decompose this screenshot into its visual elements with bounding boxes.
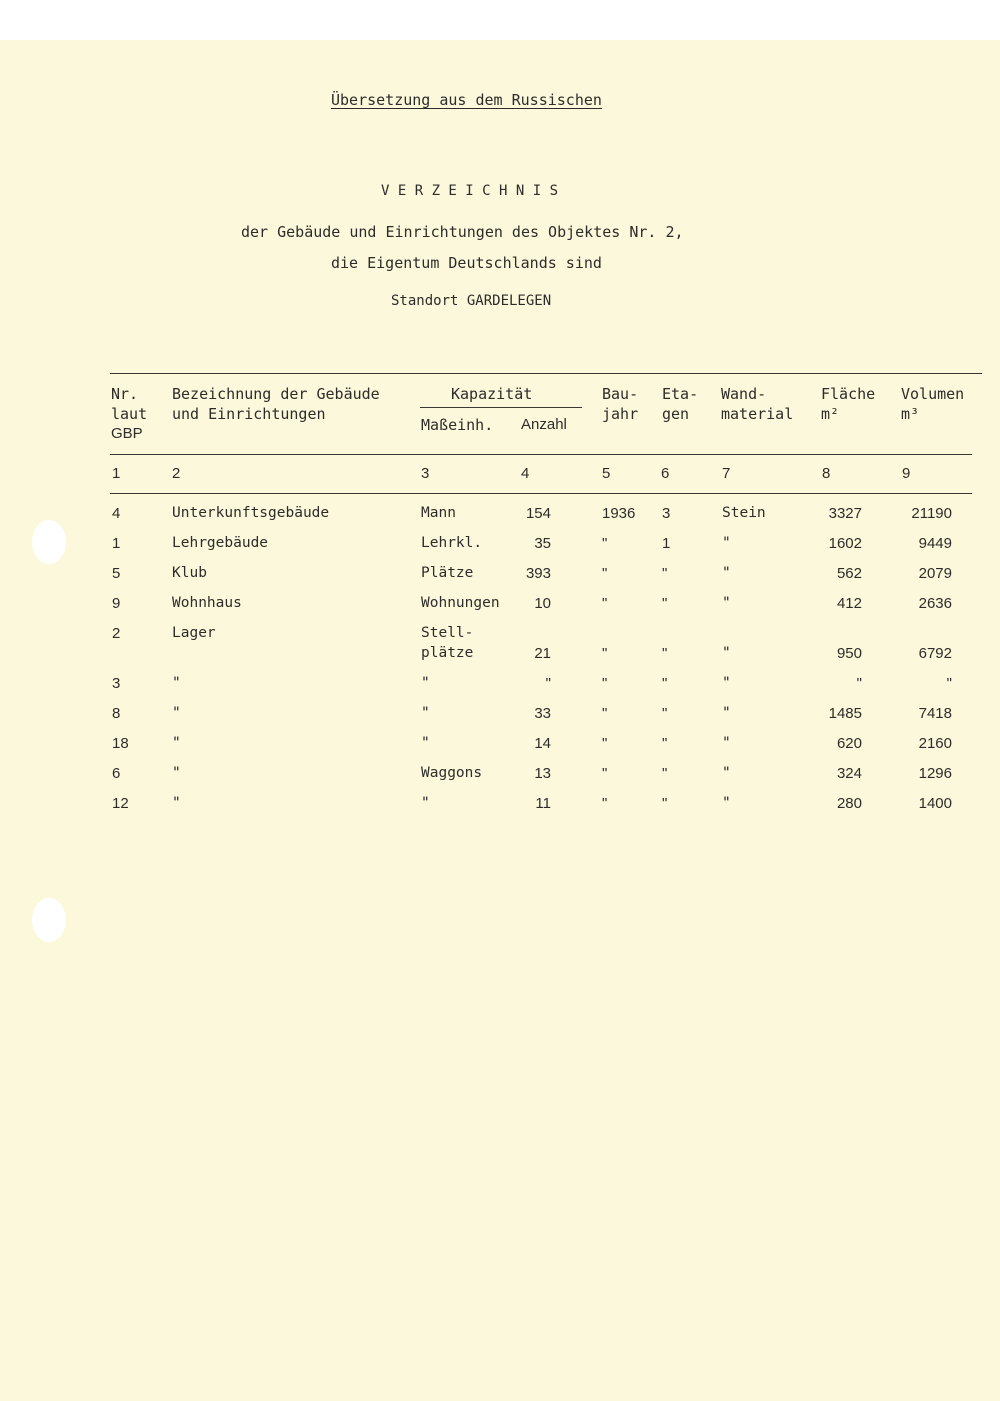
cell-unit: " [421,675,430,691]
cell-wall: " [722,705,731,721]
cell-name: Lehrgebäude [172,535,269,551]
cell-nr: 2 [112,625,121,642]
header-wall-2: material [721,405,794,423]
header-nr-3: GBP [111,425,143,442]
translation-note: Übersetzung aus dem Russischen [331,91,602,109]
cell-area: 1485 [828,705,862,722]
cell-wall: " [722,765,731,781]
cell-area: 1602 [828,535,862,552]
cell-floors: 1 [662,535,671,552]
header-year-1: Bau- [602,385,639,403]
cell-floors: " [662,735,668,752]
header-name-2: und Einrichtungen [172,405,326,423]
cell-nr: 18 [112,735,129,752]
cell-area: 412 [836,595,862,612]
header-volume-1: Volumen [901,385,965,403]
cell-year: " [602,735,608,752]
document-title: V E R Z E I C H N I S [381,183,559,199]
cell-year: " [602,795,608,812]
header-count: Anzahl [521,416,567,433]
cell-wall: Stein [722,505,766,521]
cell-count: " [545,675,551,692]
column-number-1: 1 [112,465,121,482]
cell-nr: 9 [112,595,121,612]
cell-unit: " [421,735,430,751]
cell-nr: 1 [112,535,121,552]
header-capacity: Kapazität [451,385,533,403]
cell-year: " [602,565,608,582]
cell-wall: " [722,675,731,691]
cell-count: 14 [534,735,551,752]
cell-volume: 2160 [918,735,952,752]
header-nr-1: Nr. [111,385,139,403]
cell-year: " [602,705,608,722]
cell-unit: Wohnungen [421,595,500,611]
cell-count: 10 [534,595,551,612]
cell-year: " [602,535,608,552]
cell-unit: " [421,795,430,811]
cell-floors: " [662,565,668,582]
cell-area: 950 [836,645,862,662]
cell-count: 13 [534,765,551,782]
cell-area: " [856,675,862,692]
cell-name: " [172,765,181,781]
header-bottom-rule [110,454,972,455]
table-top-rule [110,373,982,374]
cell-nr: 8 [112,705,121,722]
cell-unit: Mann [421,505,456,521]
capacity-rule [420,407,582,408]
cell-wall: " [722,595,731,611]
cell-area: 620 [836,735,862,752]
cell-wall: " [722,645,731,661]
cell-nr: 4 [112,505,121,522]
cell-wall: " [722,565,731,581]
header-area-2: m² [821,405,840,423]
cell-year: " [602,595,608,612]
cell-name: Unterkunftsgebäude [172,505,330,521]
cell-name: " [172,675,181,691]
cell-year: " [602,675,608,692]
cell-volume: 9449 [918,535,952,552]
header-nr-2: laut [111,405,148,423]
cell-unit: Waggons [421,765,483,781]
punch-hole-top [32,520,66,564]
punch-hole-bottom [32,898,66,942]
cell-area: 3327 [828,505,862,522]
column-number-7: 7 [722,465,731,482]
cell-floors: " [662,645,668,662]
cell-name: Lager [172,625,216,641]
cell-name: Klub [172,565,207,581]
cell-count: 21 [534,645,551,662]
header-floors-1: Eta- [662,385,699,403]
column-number-3: 3 [421,465,430,482]
column-number-6: 6 [661,465,670,482]
header-year-2: jahr [602,405,639,423]
cell-volume: " [946,675,952,692]
cell-floors: " [662,675,668,692]
header-floors-2: gen [662,405,690,423]
cell-wall: " [722,795,731,811]
cell-count: 35 [534,535,551,552]
column-number-5: 5 [602,465,611,482]
cell-area: 324 [836,765,862,782]
header-name-1: Bezeichnung der Gebäude [172,385,380,403]
subtitle-line-1: der Gebäude und Einrichtungen des Objektes Nr. 2, [241,223,684,241]
cell-count: 393 [525,565,551,582]
cell-unit: " [421,705,430,721]
cell-floors: 3 [662,505,671,522]
cell-area: 280 [836,795,862,812]
cell-wall: " [722,735,731,751]
cell-year: 1936 [602,505,636,522]
cell-nr: 12 [112,795,129,812]
cell-area: 562 [836,565,862,582]
cell-nr: 5 [112,565,121,582]
header-volume-2: m³ [901,405,920,423]
cell-year: " [602,765,608,782]
cell-wall: " [722,535,731,551]
cell-count: 154 [525,505,551,522]
cell-volume: 6792 [918,645,952,662]
cell-volume: 2636 [918,595,952,612]
cell-volume: 1400 [918,795,952,812]
cell-volume: 2079 [918,565,952,582]
cell-name: " [172,735,181,751]
cell-nr: 6 [112,765,121,782]
header-area-1: Fläche [821,385,876,403]
cell-nr: 3 [112,675,121,692]
cell-unit: Lehrkl. [421,535,483,551]
cell-name: " [172,705,181,721]
cell-unit: Plätze [421,565,474,581]
cell-volume: 21190 [911,505,952,522]
cell-volume: 1296 [918,765,952,782]
cell-floors: " [662,595,668,612]
column-number-2: 2 [172,465,181,482]
cell-name: " [172,795,181,811]
cell-name: Wohnhaus [172,595,242,611]
cell-floors: " [662,765,668,782]
column-number-9: 9 [902,465,911,482]
subtitle-line-2: die Eigentum Deutschlands sind [331,254,602,272]
cell-unit-continued: plätze [421,645,474,661]
header-unit: Maßeinh. [421,416,494,434]
cell-year: " [602,645,608,662]
location-line: Standort GARDELEGEN [391,293,552,309]
cell-floors: " [662,795,668,812]
cell-unit: Stell- [421,625,474,641]
header-wall-1: Wand- [721,385,767,403]
column-number-4: 4 [521,465,530,482]
numbering-bottom-rule [110,493,972,494]
cell-count: 33 [534,705,551,722]
cell-floors: " [662,705,668,722]
cell-volume: 7418 [918,705,952,722]
cell-count: 11 [535,795,551,812]
column-number-8: 8 [822,465,831,482]
